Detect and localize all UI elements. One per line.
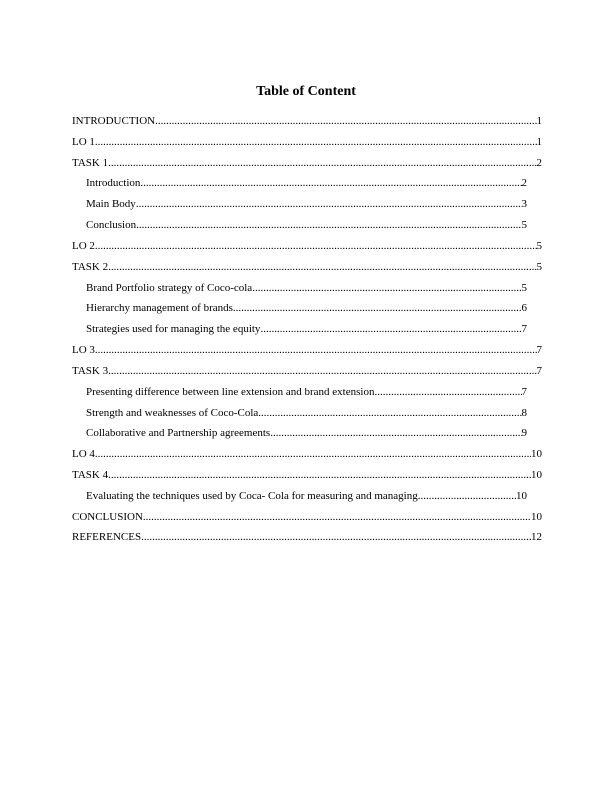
toc-entry-task-3[interactable] xyxy=(72,361,542,382)
dot-leader xyxy=(260,323,521,336)
dot-leader xyxy=(108,157,536,170)
toc-entry-page: 9 xyxy=(521,427,527,440)
dot-leader xyxy=(108,469,531,482)
dot-leader xyxy=(136,198,522,211)
toc-entry-lo-4[interactable] xyxy=(72,444,542,465)
toc-entry-page: 5 xyxy=(521,219,527,232)
toc-entry-page: 5 xyxy=(521,281,527,294)
toc-entry-task1-introduction[interactable] xyxy=(86,173,527,194)
dot-leader xyxy=(140,177,521,190)
toc-entry-hierarchy-management[interactable] xyxy=(86,298,527,319)
toc-entry-page: 2 xyxy=(521,177,527,190)
toc-entry-label: Collaborative and Partnership agreements xyxy=(86,427,271,440)
toc-entry-main-body[interactable] xyxy=(86,194,527,215)
toc-entry-conclusion[interactable] xyxy=(72,507,542,528)
toc-entry-label: Introduction xyxy=(86,177,141,190)
dot-leader xyxy=(95,344,537,357)
toc-entry-introduction[interactable] xyxy=(72,111,542,132)
toc-entry-label: LO 3 xyxy=(72,344,95,357)
toc-entry-label: TASK 2 xyxy=(72,260,109,273)
dot-leader xyxy=(143,511,531,524)
toc-list xyxy=(0,111,612,548)
toc-entry-strength-weaknesses[interactable] xyxy=(86,403,527,424)
toc-entry-lo-1[interactable] xyxy=(72,132,542,153)
toc-entry-page: 5 xyxy=(536,239,542,252)
dot-leader xyxy=(108,365,536,378)
toc-entry-task-1[interactable] xyxy=(72,153,542,174)
dot-leader xyxy=(141,531,531,544)
toc-entry-equity-strategies[interactable] xyxy=(86,319,527,340)
toc-entry-task-2[interactable] xyxy=(72,257,542,278)
toc-entry-page: 10 xyxy=(531,448,542,461)
toc-entry-page: 8 xyxy=(521,406,527,419)
toc-entry-page: 1 xyxy=(536,135,542,148)
toc-entry-label: Strategies used for managing the equity xyxy=(86,323,261,336)
toc-entry-label: LO 2 xyxy=(72,239,95,252)
toc-entry-label: TASK 4 xyxy=(72,468,109,481)
toc-entry-page: 7 xyxy=(536,364,542,377)
toc-entry-label: REFERENCES xyxy=(72,531,142,544)
dot-leader xyxy=(155,115,536,128)
toc-entry-page: 6 xyxy=(521,302,527,315)
toc-entry-label: Presenting difference between line extension and brand extension xyxy=(86,385,375,398)
toc-entry-conclusion-task1[interactable] xyxy=(86,215,527,236)
toc-entry-label: Strength and weaknesses of Coco-Cola xyxy=(86,406,259,419)
toc-entry-page: 1 xyxy=(536,114,542,127)
dot-leader xyxy=(418,490,516,503)
toc-entry-line-vs-brand-extension[interactable] xyxy=(86,382,527,403)
dot-leader xyxy=(95,240,537,253)
toc-entry-page: 5 xyxy=(536,260,542,273)
dot-leader xyxy=(258,407,521,420)
dot-leader xyxy=(233,302,522,315)
toc-entry-page: 10 xyxy=(531,468,542,481)
toc-entry-label: LO 4 xyxy=(72,448,95,461)
toc-entry-page: 3 xyxy=(521,198,527,211)
toc-entry-page: 12 xyxy=(531,531,542,544)
dot-leader xyxy=(108,261,536,274)
toc-entry-lo-2[interactable] xyxy=(72,236,542,257)
toc-entry-evaluating-techniques[interactable] xyxy=(86,486,527,507)
toc-entry-label: INTRODUCTION xyxy=(72,114,156,127)
toc-entry-page: 7 xyxy=(521,385,527,398)
toc-entry-task-4[interactable] xyxy=(72,465,542,486)
toc-entry-label: TASK 1 xyxy=(72,156,109,169)
toc-entry-label: LO 1 xyxy=(72,135,95,148)
toc-entry-label: CONCLUSION xyxy=(72,510,143,523)
toc-entry-label: Brand Portfolio strategy of Coco-cola xyxy=(86,281,253,294)
dot-leader xyxy=(95,136,537,149)
toc-entry-page: 10 xyxy=(516,489,527,502)
toc-title: Table of Content xyxy=(256,84,356,99)
toc-entry-label: Evaluating the techniques used by Coca- Cola for measuring and managing xyxy=(86,489,418,502)
dot-leader xyxy=(374,386,521,399)
toc-entry-page: 10 xyxy=(531,510,542,523)
toc-entry-brand-portfolio[interactable] xyxy=(86,278,527,299)
toc-entry-label: Conclusion xyxy=(86,219,137,232)
dot-leader xyxy=(270,427,521,440)
toc-entry-label: Main Body xyxy=(86,198,136,211)
dot-leader xyxy=(95,448,531,461)
toc-entry-lo-3[interactable] xyxy=(72,340,542,361)
toc-entry-page: 7 xyxy=(521,323,527,336)
toc-entry-references[interactable] xyxy=(72,528,542,549)
toc-entry-partnership-agreements[interactable] xyxy=(86,423,527,444)
toc-entry-page: 7 xyxy=(536,344,542,357)
toc-entry-label: Hierarchy management of brands xyxy=(86,302,233,315)
dot-leader xyxy=(136,219,521,232)
toc-entry-page: 2 xyxy=(536,156,542,169)
dot-leader xyxy=(252,282,521,295)
toc-entry-label: TASK 3 xyxy=(72,364,109,377)
